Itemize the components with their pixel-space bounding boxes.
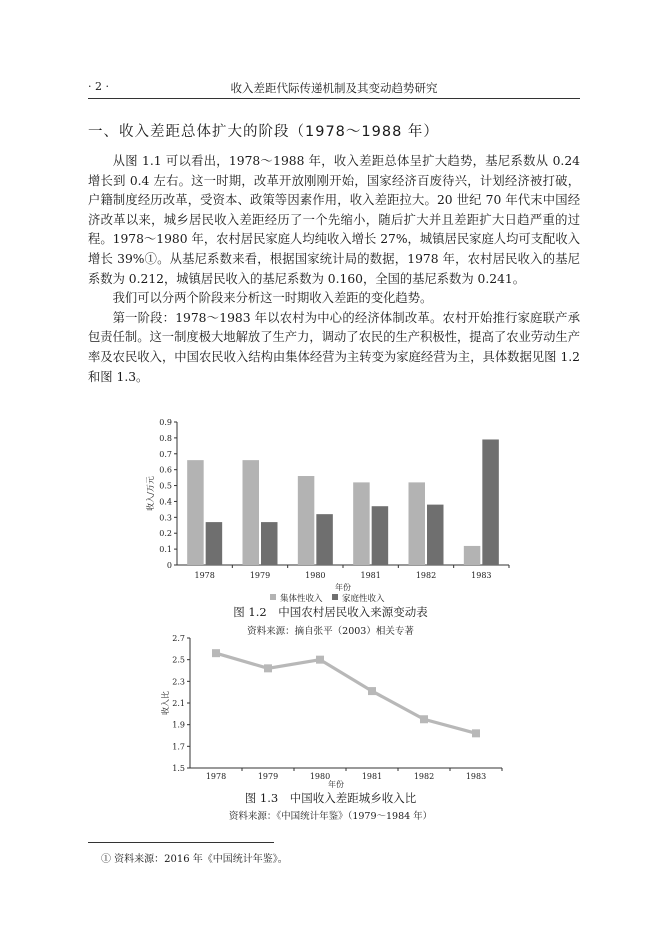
footnote-rule [88, 842, 274, 843]
figure-1-2-caption: 图 1.2 中国农村居民收入来源变动表 [233, 605, 428, 619]
y-tick-label: 0 [166, 561, 172, 570]
y-tick-label: 0.5 [159, 481, 172, 491]
figure-1-2-source: 资料来源：摘自张平（2003）相关专著 [247, 626, 414, 637]
y-tick-label: 0.4 [159, 497, 172, 507]
data-point [212, 649, 220, 657]
paragraph-1: 从图 1.1 可以看出，1978～1988 年，收入差距总体呈扩大趋势，基尼系数从 0.24 增长到 0.4 左右。这一时期，改革开放刚刚开始，国家经济百废待兴，计划经济被打破，户籍制度经历改革，受资本、政策等因素作用，收入差距拉大。20 世纪 70 年代末中国经济改革以来，城乡居民收入差距经历了一个先缩小，随后扩大并且差距扩大日趋严重的过程。1978～1980 年，农村居民家庭人均纯收入增长 27%，城镇居民家庭人均可支配收入增长 39%①。从基尼系数来看，根据国家统计局的数据，1978 年，农村居民收入的基尼系数为 0.212，城镇居民收入的基尼系数为 0.160，全国的基尼系数为 0.241。 [88, 154, 580, 286]
legend-label-collective: 集体性收入 [280, 594, 323, 604]
footnote: ① 资料来源：2016 年《中国统计年鉴》。 [101, 854, 288, 865]
bar-household [206, 522, 223, 565]
x-tick-label: 1982 [415, 571, 437, 580]
legend-label-household: 家庭性收入 [342, 594, 385, 604]
section-title: 一、收入差距总体扩大的阶段（1978～1988 年） [88, 124, 439, 140]
x-tick-label: 1978 [194, 571, 215, 580]
x-tick-label: 1983 [471, 571, 492, 580]
figure-1-3 [0, 632, 661, 788]
data-point [316, 656, 324, 664]
bar-collective [298, 476, 315, 565]
y-tick-label: 2.7 [172, 634, 185, 643]
header-rule [88, 98, 580, 99]
y-tick-label: 0.9 [159, 418, 172, 427]
x-tick-label: 1980 [305, 571, 326, 580]
y-tick-label: 0.3 [159, 513, 172, 523]
series-line [216, 653, 476, 733]
y-tick-label: 2.1 [172, 699, 185, 708]
y-axis-label: 收入/万元 [146, 476, 155, 511]
bar-collective [409, 482, 426, 565]
y-tick-label: 0.8 [159, 433, 172, 443]
bar-household [427, 505, 444, 565]
line-chart [0, 632, 661, 788]
bar-household [316, 514, 333, 565]
y-tick-label: 1.7 [172, 742, 185, 752]
data-point [368, 687, 376, 695]
y-tick-label: 1.5 [172, 764, 185, 773]
bar-collective [353, 482, 370, 565]
figure-1-3-caption: 图 1.3 中国收入差距城乡收入比 [244, 791, 417, 805]
x-tick-label: 1980 [309, 772, 331, 781]
data-point [472, 729, 480, 737]
y-tick-label: 1.9 [172, 720, 185, 730]
legend-swatch-collective [270, 594, 276, 600]
x-axis-label: 年份 [328, 780, 344, 788]
data-point [420, 715, 428, 723]
x-tick-label: 1979 [249, 571, 271, 580]
book-title: 收入差距代际传递机制及其变动趋势研究 [230, 81, 438, 95]
bar-collective [187, 460, 204, 565]
bar-collective [243, 460, 260, 565]
x-tick-label: 1981 [361, 772, 383, 781]
y-tick-label: 0.2 [159, 529, 172, 539]
figure-1-2 [0, 414, 661, 606]
paragraph-3: 第一阶段：1978～1983 年以农村为中心的经济体制改革。农村开始推行家庭联产承包责任制。这一制度极大地解放了生产力，调动了农民的生产积极性，提高了农业劳动生产率及农民收入，中国农民收入结构由集体经营为主转变为家庭经营为主，具体数据见图 1.2 和图 1.3。 [88, 310, 580, 384]
y-tick-label: 2.5 [172, 655, 185, 665]
y-axis-label: 收入比 [161, 691, 170, 715]
bar-collective [464, 546, 481, 565]
figure-1-3-source: 资料来源：《中国统计年鉴》（1979～1984 年） [228, 811, 433, 822]
running-header [88, 78, 580, 98]
x-tick-label: 1982 [413, 772, 435, 781]
y-tick-label: 2.3 [172, 677, 185, 687]
legend-swatch-household [332, 594, 338, 600]
y-tick-label: 0.7 [159, 449, 172, 459]
bar-household [482, 439, 499, 565]
paragraph-2: 我们可以分两个阶段来分析这一时期收入差距的变化趋势。 [112, 291, 433, 306]
bar-household [372, 506, 389, 565]
x-tick-label: 1983 [465, 772, 487, 781]
bar-household [261, 522, 278, 565]
y-tick-label: 0.6 [159, 465, 172, 475]
x-axis-label: 年份 [335, 583, 351, 592]
bar-chart [0, 414, 661, 606]
data-point [264, 664, 272, 672]
x-tick-label: 1981 [360, 571, 381, 580]
body-text [88, 152, 580, 387]
page-number: · 2 · [88, 80, 109, 93]
y-tick-label: 0.1 [159, 545, 172, 555]
x-tick-label: 1978 [205, 772, 227, 781]
x-tick-label: 1979 [257, 772, 279, 781]
